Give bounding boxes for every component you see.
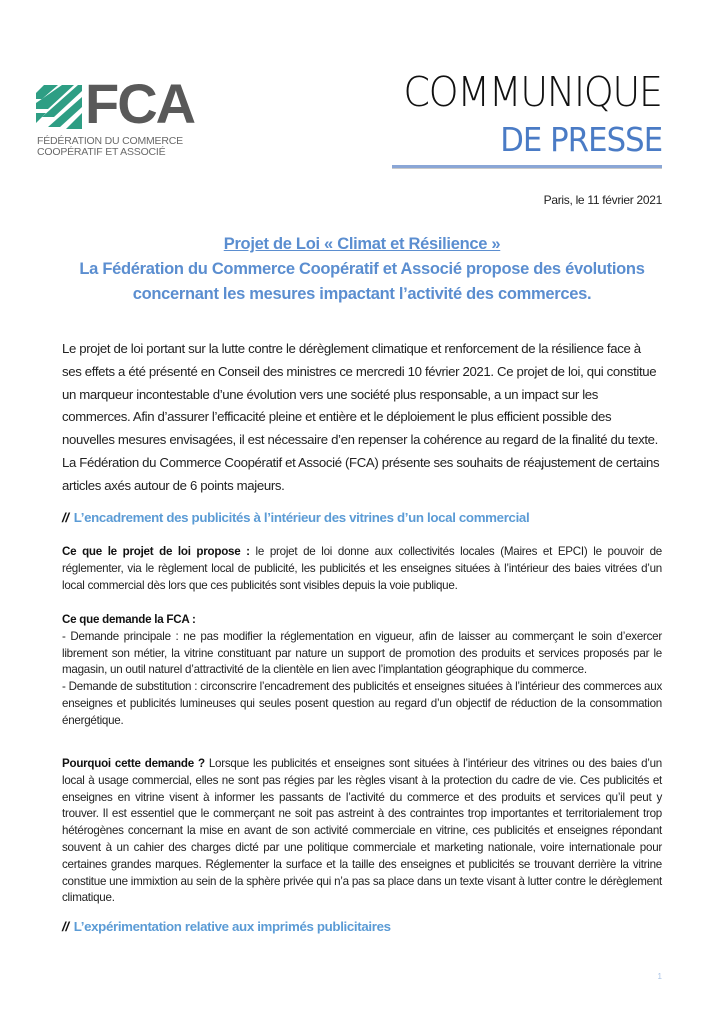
proposal-paragraph [62,544,662,594]
request-label: Ce que demande la FCA : [62,613,196,626]
section-heading-2 [62,919,391,934]
logo-subtitle [37,136,183,158]
section-title: L’encadrement des publicités à l’intérieur des vitrines d’un local commercial [73,510,530,525]
document-title: COMMUNIQUE [403,68,662,116]
request-substitute: - Demande de substitution : circonscrire l’encadrement des publicités et enseignes situées à l’intérieur des commerces aux enseignes et publicités lumineuses qui seules posent question au regard d’un objectif de réduction de la consommation énergétique. [62,680,662,727]
intro-paragraph: Le projet de loi portant sur la lutte contre le dérèglement climatique et renforcement de la résilience face à ses effets a été présenté en Conseil des ministres ce mercredi 10 février 2021. Ce projet de loi, qui constitue un marqueur incontestable d’une évolution vers une société plus responsable, a un impact sur les commerces. Afin d’assurer l’efficacité pleine et entière et le déploiement le plus efficient possible des nouvelles mesures envisagées, il est nécessaire d’en repenser la cohérence au regard de la finalité du texte. La Fédération du Commerce Coopératif et Associé (FCA) présente ses souhaits de réajustement de certains articles axés autour de 6 points majeurs. [62,341,660,493]
fca-logo-mark-icon [36,85,82,129]
headline [40,232,684,307]
title-divider [392,165,662,168]
proposal-text: le projet de loi donne aux collectivités locales (Maires et EPCI) le pouvoir de réglementer, via le règlement local de publicité, les publicités et les enseignes situées à l’intérieur des baies vitrées d’un local commercial dès lors que ces publicités sont visibles depuis la voie publique. [62,545,662,592]
headline-line2: La Fédération du Commerce Coopératif et Associé propose des évolutions [79,260,645,278]
fca-logo [36,72,206,162]
page-number: 1 [657,972,662,981]
why-label: Pourquoi cette demande ? [62,757,205,770]
logo-subtitle-line1: FÉDÉRATION DU COMMERCE [37,135,183,147]
proposal-label: Ce que le projet de loi propose : [62,545,250,558]
dateline: Paris, le 11 février 2021 [543,193,662,207]
section-heading-1 [62,510,529,525]
request-paragraph [62,612,662,730]
section-marker: // [62,919,69,934]
why-paragraph [62,756,662,907]
headline-bill-title: Projet de Loi « Climat et Résilience » [223,235,501,253]
section-title: L’expérimentation relative aux imprimés publicitaires [73,919,391,934]
section-marker: // [62,510,69,525]
headline-line3: concernant les mesures impactant l’activité des commerces. [132,285,592,303]
why-text: Lorsque les publicités et enseignes sont situées à l’intérieur des vitrines ou des baies d’un local à usage commercial, elles ne sont pas régies par les règles visant à la protection du cadre de vie. Ces publicités et enseignes en vitrine visent à informer les passants de l’activité du commerce et des produits et services qu’il peut y trouver. Il est essentiel que le commerçant ne soit pas astreint à des contraintes trop importantes et territorialement trop hétérogènes concernant la mise en avant de son activité commerciale en vitrine, ces publicités et enseignes répondant souvent à un cahier des charges dicté par une politique commerciale et marketing nationale, voire internationale pour certaines grandes marques. Réglementer la surface et la taille des enseignes et publicités se trouvant derrière la vitrine constitue une immixtion au sein de la sphère privée qui n’a pas sa place dans un texte visant à lutter contre le dérèglement climatique. [62,757,662,905]
logo-subtitle-line2: COOPÉRATIF ET ASSOCIÉ [37,146,166,158]
document-subtitle: DE PRESSE [500,120,662,159]
request-main: - Demande principale : ne pas modifier la réglementation en vigueur, afin de laisser au commerçant le soin d’exercer librement son métier, la vitrine constituant par nature un support de promotion des produits et services proposés par le magasin, un outil naturel d’attractivité de la clientèle en lien avec l’implantation géographique du commerce. [62,629,662,677]
logo-letters: FCA [85,72,195,135]
